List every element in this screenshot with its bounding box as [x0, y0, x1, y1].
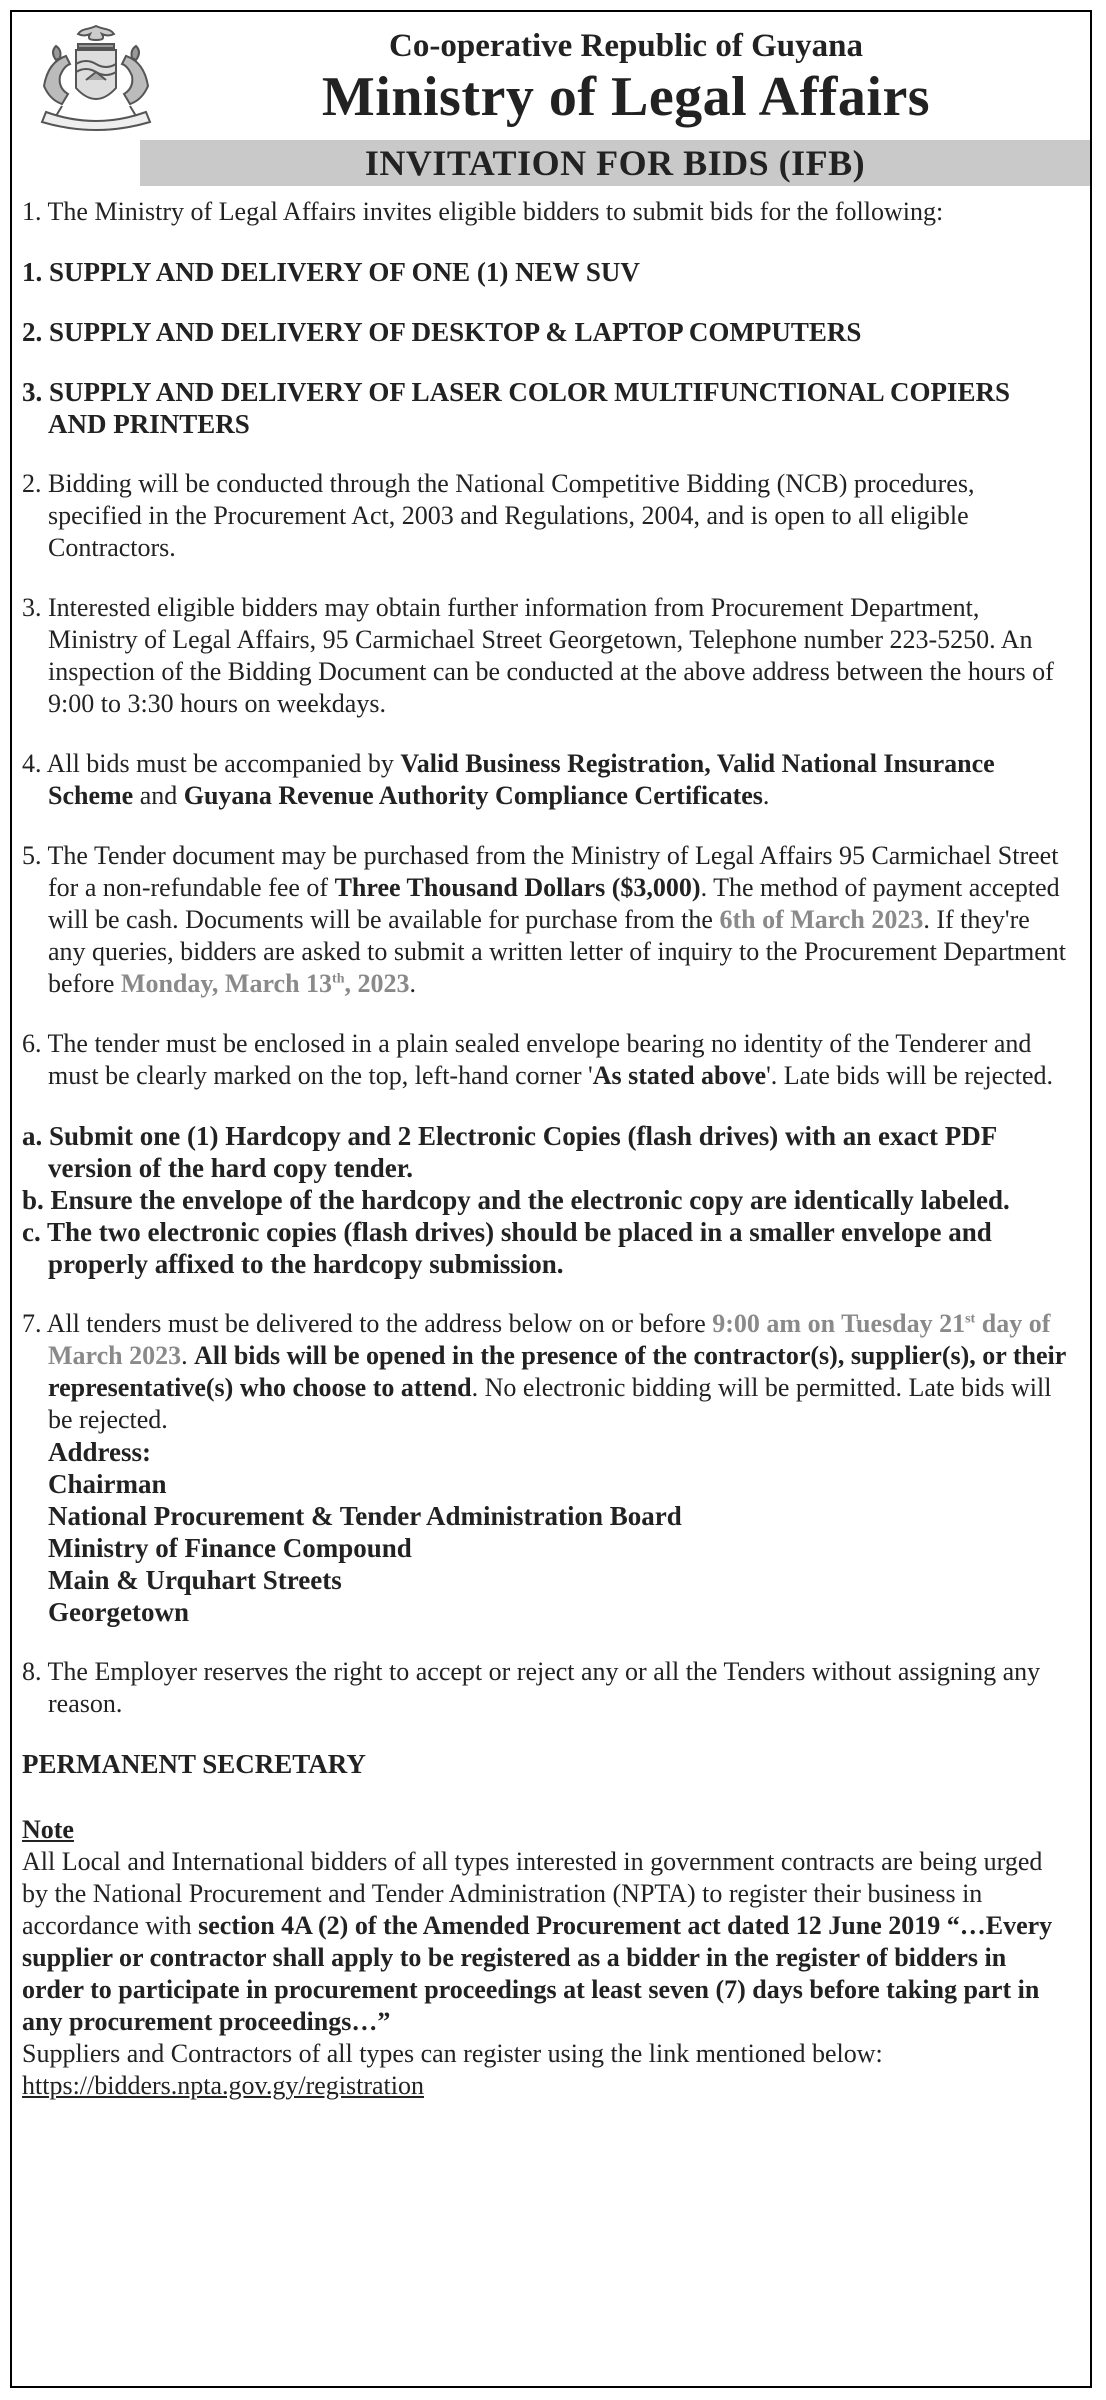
registration-note: Note All Local and International bidders of all types interested in government contracts are being urged by the National Procurement and Tender Administration (NPTA) to register their business in accordance with section 4A (2) of the Amended Procurement act dated 12 June 2019 “…Every supplier or contractor shall apply to be registered as a bidder in the register of bidders in order to participate in procurement proceedings at least seven (7) days before taking part in any procurement proceedings…” Suppliers and Contractors of all types can register using the link mentioned below: https://bidders.npta.gov.gy/registration [22, 1814, 1072, 2102]
paragraph-7: 7. All tenders must be delivered to the address below on or before 9:00 am on Tuesday 21st day of March 2023. All bids will be opened in the presence of the contractor(s), supplier(s), or their representative(s) who choose to attend. No electronic bidding will be permitted. Late bids will be rejected. Address: Chairman National Procurement & Tender Administration Board Ministry of Finance Compound Main & Urquhart Streets Georgetown [22, 1308, 1072, 1628]
requirement-c: c. The two electronic copies (flash drives) should be placed in a smaller envelope and properly affixed to the hardcopy submission. [22, 1217, 992, 1279]
ifb-banner: INVITATION FOR BIDS (IFB) [140, 140, 1090, 186]
inquiry-deadline: Monday, March 13th, 2023 [120, 969, 410, 998]
guyana-coat-of-arms-icon [26, 20, 166, 136]
ministry-title: Ministry of Legal Affairs [321, 66, 931, 128]
availability-date: 6th of March 2023 [719, 905, 924, 934]
requirement-a: a. Submit one (1) Hardcopy and 2 Electronic Copies (flash drives) with an exact PDF version of the hard copy tender. [22, 1121, 997, 1183]
header [12, 12, 1090, 140]
requirement-b: b. Ensure the envelope of the hardcopy and the electronic copy are identically labeled. [22, 1185, 1010, 1215]
procurement-act-quote: section 4A (2) of the Amended Procurement act dated 12 June 2019 “…Every supplier or contractor shall apply to be registered as a bidder in the register of bidders in order to participate in procurement proceedings at least seven (7) days before taking part in any procurement proceedings…” [22, 1911, 1053, 2036]
intro-paragraph: 1. The Ministry of Legal Affairs invites eligible bidders to submit bids for the following: [22, 197, 944, 226]
note-title: Note [22, 1815, 74, 1844]
submission-requirements [22, 1120, 1072, 1280]
submission-deadline: 9:00 am on Tuesday 21st day of March 2023 [48, 1309, 1051, 1370]
required-documents: Valid Business Registration, Valid National Insurance Scheme [48, 749, 995, 810]
envelope-marking: As stated above [592, 1061, 767, 1090]
notice-body [12, 186, 1090, 2102]
signatory: PERMANENT SECRETARY [22, 1749, 366, 1779]
paragraph-8: 8. The Employer reserves the right to accept or reject any or all the Tenders without assigning any reason. [22, 1657, 1041, 1718]
opening-notice: All bids will be opened in the presence of the contractor(s), supplier(s), or their representative(s) who choose to attend [48, 1341, 1066, 1402]
bid-item-3: 3. SUPPLY AND DELIVERY OF LASER COLOR MULTIFUNCTIONAL COPIERS AND PRINTERS [22, 377, 1010, 439]
paragraph-3: 3. Interested eligible bidders may obtain further information from Procurement Department, Ministry of Legal Affairs, 95 Carmichael Street Georgetown, Telephone number 223-5250. An inspection of the Bidding Document can be conducted at the above address between the hours of 9:00 to 3:30 hours on weekdays. [22, 593, 1054, 718]
tender-fee: Three Thousand Dollars ($3,000) [334, 873, 701, 902]
paragraph-4: 4. All bids must be accompanied by Valid Business Registration, Valid National Insurance Scheme and Guyana Revenue Authority Compliance Certificates. [22, 749, 995, 810]
paragraph-5: 5. The Tender document may be purchased from the Ministry of Legal Affairs 95 Carmichael Street for a non-refundable fee of Three Thousand Dollars ($3,000). The method of payment accepted will be cash. Documents will be available for purchase from the 6th of March 2023. If they're any queries, bidders are asked to submit a written letter of inquiry to the Procurement Department before Monday, March 13th, 2023. [22, 841, 1067, 998]
gra-certificates: Guyana Revenue Authority Compliance Certificates [183, 781, 763, 810]
registration-link[interactable]: https://bidders.npta.gov.gy/registration [22, 2071, 424, 2100]
ifb-notice [10, 10, 1092, 2388]
bid-item-2: 2. SUPPLY AND DELIVERY OF DESKTOP & LAPTOP COMPUTERS [22, 317, 862, 347]
paragraph-2: 2. Bidding will be conducted through the National Competitive Bidding (NCB) procedures, specified in the Procurement Act, 2003 and Regulations, 2004, and is open to all eligible Contractors. [22, 469, 975, 562]
country-name: Co-operative Republic of Guyana [389, 28, 863, 64]
paragraph-6: 6. The tender must be enclosed in a plain sealed envelope bearing no identity of the Tenderer and must be clearly marked on the top, left-hand corner 'As stated above'. Late bids will be rejected. [22, 1029, 1054, 1090]
bid-item-1: 1. SUPPLY AND DELIVERY OF ONE (1) NEW SUV [22, 257, 640, 287]
delivery-address: Address: Chairman National Procurement & Tender Administration Board Ministry of Finance Compound Main & Urquhart Streets Georgetown [48, 1437, 682, 1627]
